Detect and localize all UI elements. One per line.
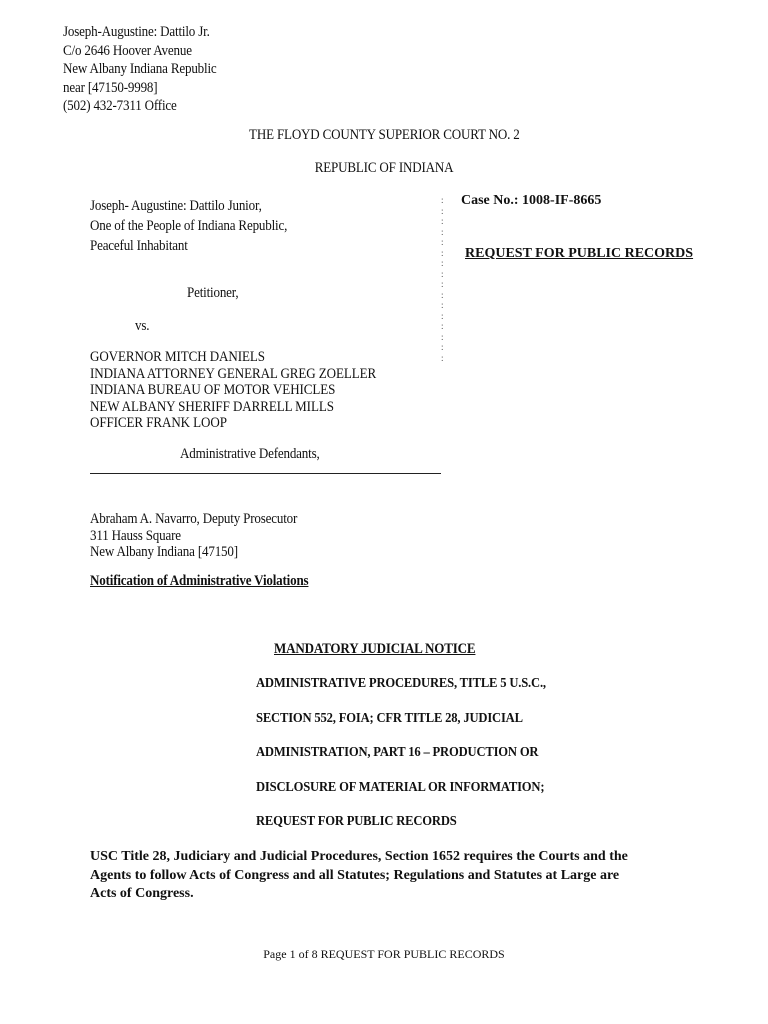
petitioner-label: Petitioner, [187,285,239,301]
jurisdiction-row [0,160,768,177]
body-paragraph [90,848,628,904]
caption-divider [90,473,441,474]
notice-block [256,667,546,840]
body-line: Acts of Congress. [90,886,194,901]
defendant-line: NEW ALBANY SHERIFF DARRELL MILLS [90,398,334,415]
defendants-label: Administrative Defendants, [180,446,320,462]
caption-separator: : : : : : : : : : : : : : : : : [441,195,444,363]
versus: vs. [135,318,150,334]
defendant-line: OFFICER FRANK LOOP [90,415,227,431]
petitioner-line: One of the People of Indiana Republic, [90,218,288,234]
body-line: Agents to follow Acts of Congress and all Statutes; Regulations and Statutes at Large are [90,867,620,883]
case-number: 1008-IF-8665 [522,193,602,208]
notification-heading: Notification of Administrative Violations [90,573,309,589]
recipient-address [90,511,297,561]
page-footer: Page 1 of 8 REQUEST FOR PUBLIC RECORDS [263,947,505,961]
recipient-line: 311 Hauss Square [90,527,181,544]
jurisdiction: REPUBLIC OF INDIANA [314,160,454,176]
sender-line: (502) 432-7311 Office [63,98,177,114]
defendant-line: INDIANA BUREAU OF MOTOR VEHICLES [90,382,336,398]
petitioner-block [90,196,287,256]
recipient-line: Abraham A. Navarro, Deputy Prosecutor [90,511,298,527]
sender-line: C/o 2646 Hoover Avenue [63,42,192,59]
court-name-row [0,127,768,144]
body-line: USC Title 28, Judiciary and Judicial Procedures, Section 1652 requires the Courts and the [90,849,628,864]
sender-address [63,23,217,116]
page-footer-row [0,947,768,962]
recipient-line: New Albany Indiana [47150] [90,544,238,560]
defendant-line: INDIANA ATTORNEY GENERAL GREG ZOELLER [90,365,377,382]
document-title: REQUEST FOR PUBLIC RECORDS [465,246,694,261]
notice-line: REQUEST FOR PUBLIC RECORDS [256,814,457,829]
case-label: Case No.: [461,193,519,208]
defendants-block [90,349,376,432]
defendant-line: GOVERNOR MITCH DANIELS [90,349,265,365]
notice-line: SECTION 552, FOIA; CFR TITLE 28, JUDICIAL [256,710,523,726]
notice-heading: MANDATORY JUDICIAL NOTICE [274,641,476,657]
notice-line: ADMINISTRATION, PART 16 – PRODUCTION OR [256,745,539,760]
petitioner-line: Peaceful Inhabitant [90,238,188,254]
sender-line: Joseph-Augustine: Dattilo Jr. [63,24,210,40]
petitioner-line: Joseph- Augustine: Dattilo Junior, [90,198,262,214]
notice-line: DISCLOSURE OF MATERIAL OR INFORMATION; [256,779,545,795]
sender-line: New Albany Indiana Republic [63,61,217,77]
case-number-row [461,193,601,209]
sender-line: near [47150-9998] [63,79,158,96]
notice-line: ADMINISTRATIVE PROCEDURES, TITLE 5 U.S.C., [256,676,546,691]
court-name: THE FLOYD COUNTY SUPERIOR COURT NO. 2 [248,127,520,143]
